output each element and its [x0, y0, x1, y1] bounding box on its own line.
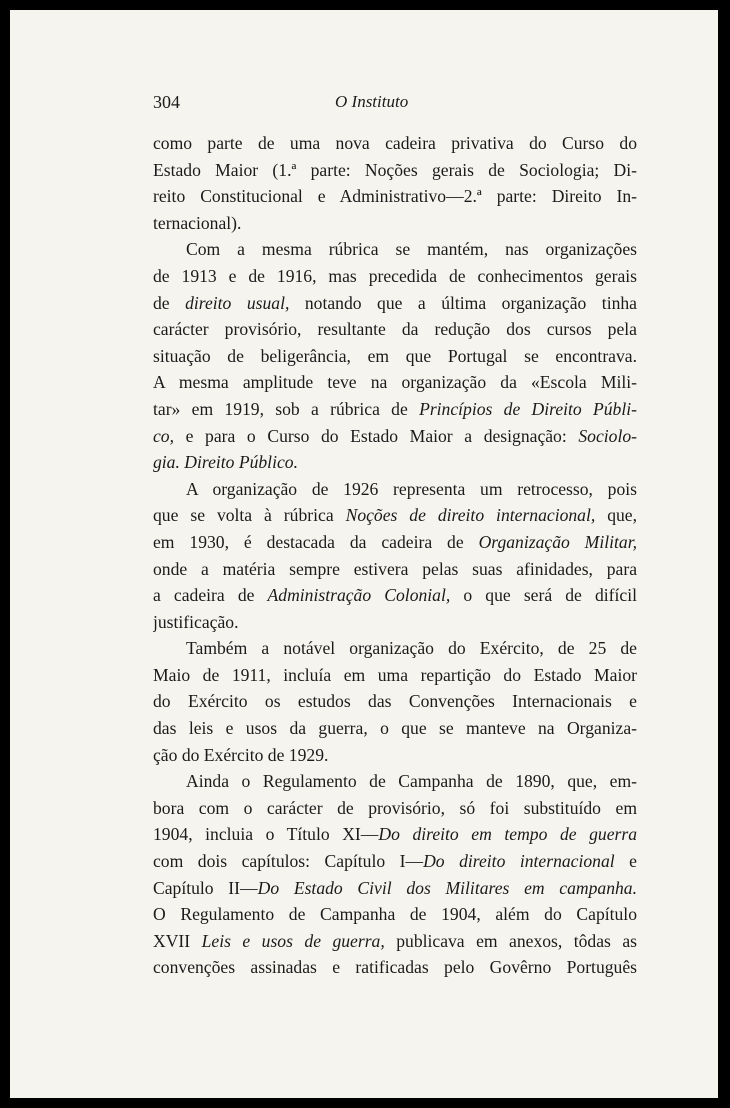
text-line: [153, 369, 637, 396]
text-run: de 1913 e de 1916, mas precedida de conhecimentos gerais: [153, 265, 637, 286]
text-run: A mesma amplitude teve na organização da «Escola Mili-: [153, 372, 637, 393]
text-line: [153, 715, 637, 742]
paragraph: [153, 236, 637, 475]
italic-text: direito usual,: [185, 292, 290, 313]
running-header: [153, 92, 643, 118]
text-run: a cadeira de: [153, 585, 268, 606]
text-line: [153, 848, 637, 875]
text-run: como parte de uma nova cadeira privativa do Curso do: [153, 133, 637, 153]
text-line: [153, 821, 637, 848]
text-line: [153, 662, 637, 689]
text-run: Com a mesma rúbrica se mantém, nas organizações: [186, 239, 637, 260]
text-line: [153, 502, 637, 529]
text-line: [153, 316, 637, 343]
text-line: [153, 183, 637, 210]
text-run: que se volta à rúbrica: [153, 505, 346, 526]
text-run: Maio de 1911, incluía em uma repartição do Estado Maior: [153, 664, 637, 685]
text-line: [153, 954, 637, 981]
text-line: [153, 290, 637, 317]
text-line: [153, 875, 637, 902]
text-run: notando que a última organização tinha: [289, 292, 637, 313]
text-line: [153, 396, 637, 423]
text-line: [153, 263, 637, 290]
italic-text: Leis e usos de guerra,: [201, 930, 385, 951]
text-line: [153, 476, 637, 503]
text-line: [153, 529, 637, 556]
italic-text: Noções de direito internacional,: [345, 505, 596, 526]
text-run: O Regulamento de Campanha de 1904, além do Capítulo: [153, 904, 637, 925]
text-line: [153, 582, 637, 609]
text-run: em 1930, é destacada da cadeira de: [153, 531, 479, 552]
italic-text: Organização Militar,: [478, 531, 637, 552]
paragraph: [153, 476, 637, 636]
text-run: onde a matéria sempre estivera pelas suas afinidades, para: [153, 558, 637, 579]
paragraph: [153, 635, 637, 768]
text-run: e: [614, 851, 637, 872]
text-run: com dois capítulos: Capítulo I—: [153, 851, 424, 872]
text-run: convenções assinadas e ratificadas pelo Govêrno Português: [153, 957, 637, 978]
text-line: [153, 901, 637, 928]
text-line: [153, 609, 637, 636]
text-run: que,: [595, 505, 637, 526]
text-line: [153, 768, 637, 795]
text-run: 1904, incluia o Título XI—: [153, 824, 379, 845]
text-run: o que será de difícil: [450, 585, 637, 606]
text-line: [153, 157, 637, 184]
text-line: [153, 423, 637, 450]
text-line: [153, 688, 637, 715]
italic-text: Do direito em tempo de guerra: [378, 824, 637, 845]
paragraph: [153, 768, 637, 981]
text-line: [153, 130, 637, 157]
text-run: reito Constitucional e Administrativo—2.ª parte: Direito In-: [153, 186, 637, 207]
text-run: situação de beligerância, em que Portugal se encontrava.: [153, 345, 637, 366]
text-run: bora com o carácter de provisório, só foi substituído em: [153, 797, 637, 818]
text-line: [153, 449, 637, 476]
text-line: [153, 635, 637, 662]
text-run: carácter provisório, resultante da redução dos cursos pela: [153, 319, 637, 340]
text-run: A organização de 1926 representa um retrocesso, pois: [186, 478, 637, 499]
italic-text: Do direito internacional: [423, 851, 615, 872]
text-line: [153, 795, 637, 822]
text-run: e para o Curso do Estado Maior a designação:: [174, 425, 579, 446]
italic-text: Do Estado Civil dos Militares em campanha.: [257, 877, 637, 898]
text-run: de: [153, 292, 186, 313]
text-run: ção do Exército de 1929.: [153, 744, 329, 765]
text-line: [153, 210, 637, 237]
text-line: [153, 236, 637, 263]
text-run: justificação.: [153, 611, 239, 632]
italic-text: co,: [153, 425, 175, 446]
text-run: Capítulo II—: [153, 877, 258, 898]
italic-text: Administração Colonial,: [267, 585, 451, 606]
text-run: tar» em 1919, sob a rúbrica de: [153, 398, 420, 419]
book-page: [10, 10, 718, 1098]
text-run: do Exército os estudos das Convenções Internacionais e: [153, 691, 637, 712]
text-run: Também a notável organização do Exército, de 25 de: [186, 638, 637, 659]
text-run: Estado Maior (1.ª parte: Noções gerais de Sociologia; Di-: [153, 159, 637, 180]
italic-text: gia. Direito Público.: [153, 452, 298, 473]
italic-text: Sociolo-: [578, 425, 637, 446]
text-line: [153, 742, 637, 769]
text-run: Ainda o Regulamento de Campanha de 1890, que, em-: [186, 771, 637, 792]
text-line: [153, 343, 637, 370]
text-run: publicava em anexos, tôdas as: [384, 930, 637, 951]
paragraph: [153, 130, 637, 236]
text-line: [153, 556, 637, 583]
text-line: [153, 928, 637, 955]
italic-text: Princípios de Direito Públi-: [419, 398, 637, 419]
text-run: ternacional).: [153, 212, 242, 233]
body-text: [153, 130, 637, 981]
text-run: das leis e usos da guerra, o que se manteve na Organiza-: [153, 718, 637, 739]
text-run: XVII: [153, 930, 202, 951]
page-number: 304: [153, 92, 180, 112]
running-title: O Instituto: [335, 92, 409, 111]
